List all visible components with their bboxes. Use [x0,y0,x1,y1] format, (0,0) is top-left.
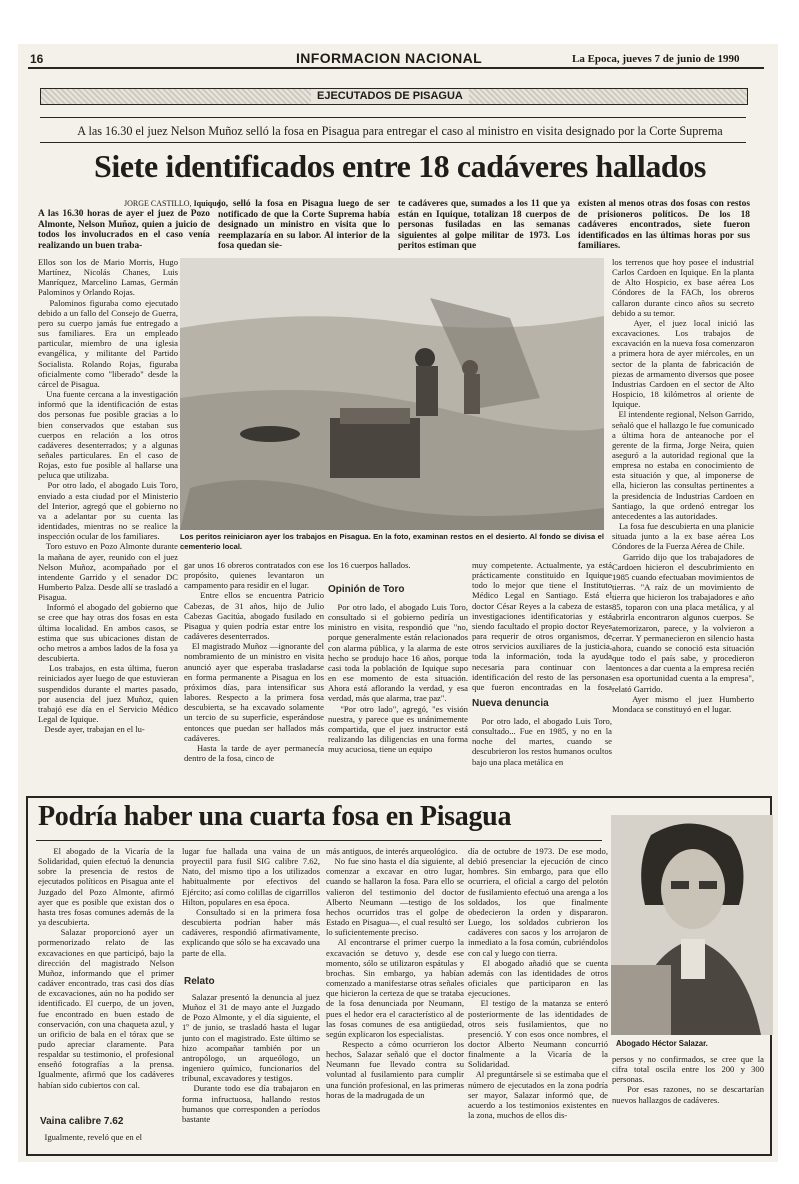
subhead-relato: Relato [184,976,215,987]
kicker-rule-top [40,117,746,118]
lead-col-1: A las 16.30 horas de ayer el juez de Pozo Almonte, Nelson Muñoz, quien a juicio de todos los involucrados en el caso venía realizando un buen traba- [38,209,210,251]
box-headline-rule [36,840,602,841]
box-col-3: más antiguos, de interés arqueológico. No fue sino hasta el día siguiente, al comenzar a excavar en otro lugar, cuando se hallaron la fosa. Para ello se valieron del testimonio del doctor Alberto Neumann —testigo de los hechos ocurridos tras el golpe de Estado en Pisagua—, el cual resultó ser lo suficientemente preciso. Al encontrarse el primer cuerpo la excavación se detuvo y, desde ese momento, sólo se utilizaron espátulas y brochas. Sin embargo, ya habían comenzado a manifestarse otras señales que hicieron la certeza de que se trataba de la fosa denunciada por Neumann, pues el hedor era el característico al de las fosas comunes de esa antigüedad, según explicaron los especialistas. Respecto a cómo ocurrieron los hechos, Salazar señaló que el doctor Neumann fue llevado contra su voluntad al fusilamiento para cumplir una función profesional, en las primeras horas de la madrugada de un [326,846,464,1100]
body-col-1: Ellos son los de Mario Morris, Hugo Martínez, Nicolás Chanes, Luis Manríquez, Marcelino Lamas, Germán Palominos y Orlando Rojas. Palominos figuraba como ejecutado debido a un fallo del Consejo de Guerra, pero su cuerpo jamás fue entregado a sus familiares. Era un empleado particular, miembro de una iglesia evangélica, y militante del Partido Socialista. Rolando Rojas, figuraba oficialmente como "liberado" desde la cárcel de Pisagua. Una fuente cercana a la investigación informó que la identificación de estas dos personas fue posible gracias a lo bien conservados que estaban sus cuerpos en relación a los otros cadáveres desenterrados; y a algunas señales particulares. En el caso de Rojas, esto fue posible al hallarse una peluca que utilizaba. Por otro lado, el abogado Luis Toro, enviado a esta ciudad por el Ministerio del Interior, agregó que el gobierno no va a adelantar por su cuenta las identidades, mientras no se realice la inspección ocular de los familiares. Toro estuvo en Pozo Almonte durante la mañana de ayer, reunido con el juez Nelson Muñoz, acompañado por el intendente Garrido y el senador DC Humberto Palza. Desde allí se trasladó a Pisagua. Informó el abogado del gobierno que se cree que hay otras dos fosas en esta última localidad. En ambos casos, se estima que sus ubicaciones distan de ocho metros a ambos lados de la fosa ya descubierta. Los trabajos, en esta última, fueron reiniciados ayer luego de que estuvieran suspendidos durante el martes pasado, por ausencia del juez Muñoz, quien trabajó ese día en el Servicio Médico Legal de Iquique. Desde ayer, trabajan en el lu- [38,257,178,735]
body-col-4: muy competente. Actualmente, ya está prácticamente constituido en Iquique todo lo mejor que tiene el Instituto Médico Legal en Santiago. Está el doctor César Reyes a la cabeza de estas investigaciones identificatorias y está siendo facultado el propio doctor Reyes para requerir de otros organismos, de otros servicios auxiliares de la justicia, toda la información, toda la ayuda necesaria para continuar con la identificación del resto de las personas que fueron encontradas en la fosa [472,560,612,692]
box-col-5: persos y no confirmados, se cree que la cifra total oscila entre los 200 y 300 personas. Por esas razones, no se descartarían nuevos hallazgos de cadáveres. [612,1054,764,1105]
topic-banner-label: EJECUTADOS DE PISAGUA [311,89,469,104]
topic-banner [40,88,748,105]
portrait-scene [611,815,773,1035]
photo-desert-excavation [180,258,604,530]
section-title: INFORMACION NACIONAL [296,50,483,66]
box-col-1b: Igualmente, reveló que en el [38,1132,143,1142]
subhead-vaina: Vaina calibre 7.62 [40,1116,124,1127]
box-col-2: lugar fue hallada una vaina de un proyectil para fusil SIG calibre 7.62, Nato, del mismo tipo a los utilizados habitualmente por efectivos del Ejército; así como colillas de cigarrillos Hilton, populares en esa época. Consultado si en la primera fosa descubierta podrían haber más cadáveres, respondió afirmativamente, explicando que sólo se ha excavado una parte de ella. [182,846,320,958]
kicker-rule-bottom [40,142,746,143]
header-rule [28,67,764,69]
body-col-2: gar unos 16 obreros contratados con ese propósito, quienes levantaron un campamento para residir en el lugar. Entre ellos se encuentra Patricio Cabezas, de 31 años, hijo de Julio Cabezas Gacitúa, abogado fusilado en Pisagua y quien podría estar entre los cadáveres desenterrados. El magistrado Muñoz —ignorante del nombramiento de un ministro en visita anunció ayer que esperaba trasladarse en forma permanente a Pisagua en los próximos días, para intensificar sus labores. Respecto a la primera fosa descubierta, se ha excavado solamente un tercio de su superficie, esperándose entonces que puedan ser hallados más cadáveres. Hasta la tarde de ayer permanecía dentro de la fosa, cinco de [184,560,324,763]
body-col-4b: Por otro lado, el abogado Luis Toro, consultado... Fue en 1985, y no en la noche del martes, cuando se descubrieron los restos humanos ocultos bajo una placa metálica en [472,716,612,767]
headline: Siete identificados entre 18 cadáveres hallados [94,148,706,184]
box-col-4: día de octubre de 1973. De ese modo, debió presenciar la ejecución de cinco hombres. Sin embargo, para que ello ocurriera, el oficial a cargo del pelotón de fusilamiento efectuó una arenga a los soldados, los que finalmente obedecieron la orden y dispararon. Luego, los soldados cubrieron los cadáveres con sacos y los arrojaron de inmediato a la fosa común, cubriéndolos con cal y luego con tierra. El abogado añadió que se cuenta además con las identidades de otros oficiales que participaron en las ejecuciones. El testigo de la matanza se enteró posteriormente de las identidades de otros seis fusilamientos, que no presenció. Y con esos once nombres, el doctor Alberto Neumann concurrió finalmente a la Vicaría de la Solidaridad. Al preguntársele si se estimaba que el número de ejecutados en la zona podría ser mayor, Salazar informó que, de acuerdo a los testimonios existentes en la zona, muchos de ellos dis- [468,846,608,1121]
portrait-caption: Abogado Héctor Salazar. [616,1039,708,1048]
lead-col-4: existen al menos otras dos fosas con restos de prisioneros políticos. De los 18 cadáveres encontrados, siete fueron identificados en las últimas horas por sus familiares. [578,199,750,252]
body-col-3: Por otro lado, el abogado Luis Toro, consultado si el gobierno pediría un ministro en visita, respondió que "no, porque generalmente están relacionados con alarma pública, y la alarma de este hecho se produjo hace 16 años, porque casi toda la población de Iquique supo en ese momento de esta situación. Ahora está aflorando la verdad, y esa verdad, más que alarma, trae paz". "Por otro lado", agregó, "es visión nuestra, y parece que es unánimemente compartida, que el juez instructor está realizando las diligencias en una forma muy acuciosa, tiene un equipo [328,602,468,755]
lead-col-2: jo, selló la fosa en Pisagua luego de ser notificado de que la Corte Suprema había designado un ministro en visita que lo reemplazaría en su labor. Al interior de la fosa quedan sie- [218,199,390,252]
lead-col-3: te cadáveres que, sumados a los 11 que ya están en Iquique, totalizan 18 cuerpos de personas fusiladas en las semanas siguientes al golpe militar de 1973. Los peritos estiman que [398,199,570,252]
photo-portrait [611,815,773,1035]
byline [124,199,220,208]
dateline: La Epoca, jueves 7 de junio de 1990 [572,53,740,65]
box-headline: Podría haber una cuarta fosa en Pisagua [38,801,512,832]
box-col-2b: Salazar presentó la denuncia al juez Muñoz el 31 de mayo ante el Juzgado de Pozo Almonte, y el día siguiente, el 1º de junio, se trasladó hasta el lugar junto con el magistrado. Este último se hizo acompañar también por un antropólogo, un arqueólogo, un ingeniero químico, funcionarios del tribunal, excavadores y testigos. Durante todo ese día trabajaron en forma infructuosa, hallando restos humanos que corresponden a períodos bastante [182,992,320,1124]
photo-caption: Los peritos reiniciaron ayer los trabajos en Pisagua. En la foto, examinan restos en el desierto. Al fondo se divisa el cementerio local. [180,532,604,551]
byline-place: Iquique [193,199,221,208]
body-col-5: los terrenos que hoy posee el industrial Carlos Cardoen en Iquique. En la planta de Alto Hospicio, ex base aérea Los Cóndores de la FACh, los obreros callaron durante cinco años su secreto debido a su temor. Ayer, el juez local inició las excavaciones. Los trabajos de excavación en la nueva fosa comenzaron a primera hora de ayer miércoles, en un sector de la planta de fabricación de piezas de armamento diversos que posee Industrias Cardoen en el sector de Alto Hospicio, 18 kilómetros al oriente de Iquique. El intendente regional, Nelson Garrido, señaló que el hallazgo le fue comunicado a última hora de anteanoche por el gerente de la firma, Jorge Neira, quien aseguró a la autoridad regional que la empresa no estaba en conocimiento de esta situación y que, al imponerse de ella, hicieron las consultas pertinentes a la presidencia de Industrias Cardoen en Santiago, la que ordenó entregar los antecedentes a las autoridades. La fosa fue descubierta en una planicie situada junto a la ex base aérea Los Cóndores de la Fuerza Aérea de Chile. Garrido dijo que los trabajadores de Cardoen hicieron el descubrimiento en 1985 cuando efectuaban movimientos de tierras. "A raíz de un movimiento de tierra que hicieron los trabajadores e año 85, toparon con una placa metálica, y al abrirla encontraron algunos cuerpos. Se atemorizaron, parece, y la volvieron a cerrar. Y permanecieron en silencio hasta ahora, cuando se conoció esta situación que todo el país sabe, y procedieron entonces a dar cuenta a la empresa recién en esa oportunidad cuenta a la empresa", relató Garrido. Ayer mismo el juez Humberto Mondaca se constituyó en el lugar. [612,257,754,714]
body-col-3-intro: los 16 cuerpos hallados. [328,560,411,570]
subhead-nueva-denuncia: Nueva denuncia [472,698,549,709]
excavation-scene [180,258,604,530]
byline-name: JORGE CASTILLO, [124,199,192,208]
kicker: A las 16.30 el juez Nelson Muñoz selló la fosa en Pisagua para entregar el caso al ministro en visita designado por la Corte Suprema [77,124,723,138]
subhead-opinion: Opinión de Toro [328,584,405,595]
box-col-1: El abogado de la Vicaría de la Solidaridad, quien efectuó la denuncia sobre la presencia de restos de ejecutados políticos en Pisagua ante el Juzgado del Pozo Almonte, afirmó ayer que es posible que existan dos o hasta tres fosas comunes además de la ya descubierta. Salazar proporcionó ayer un pormenorizado relato de las excavaciones en que participó, bajo la dirección del magistrado Nelson Muñoz, informando que el primer cadáver encontrado, tras casi dos días de excavaciones, aún no ha podido ser identificado. El cuerpo, de un joven, fue encontrado en buen estado de conservación, con una chaqueta azul, y un orificio de bala en el tórax que se pudo apreciar claramente. Para respaldar su testimonio, el profesional enseñó fotografías a la prensa. Igualmente, afirmó que los cadáveres habían sido cubiertos con cal. [38,846,174,1090]
page-number: 16 [30,52,44,66]
